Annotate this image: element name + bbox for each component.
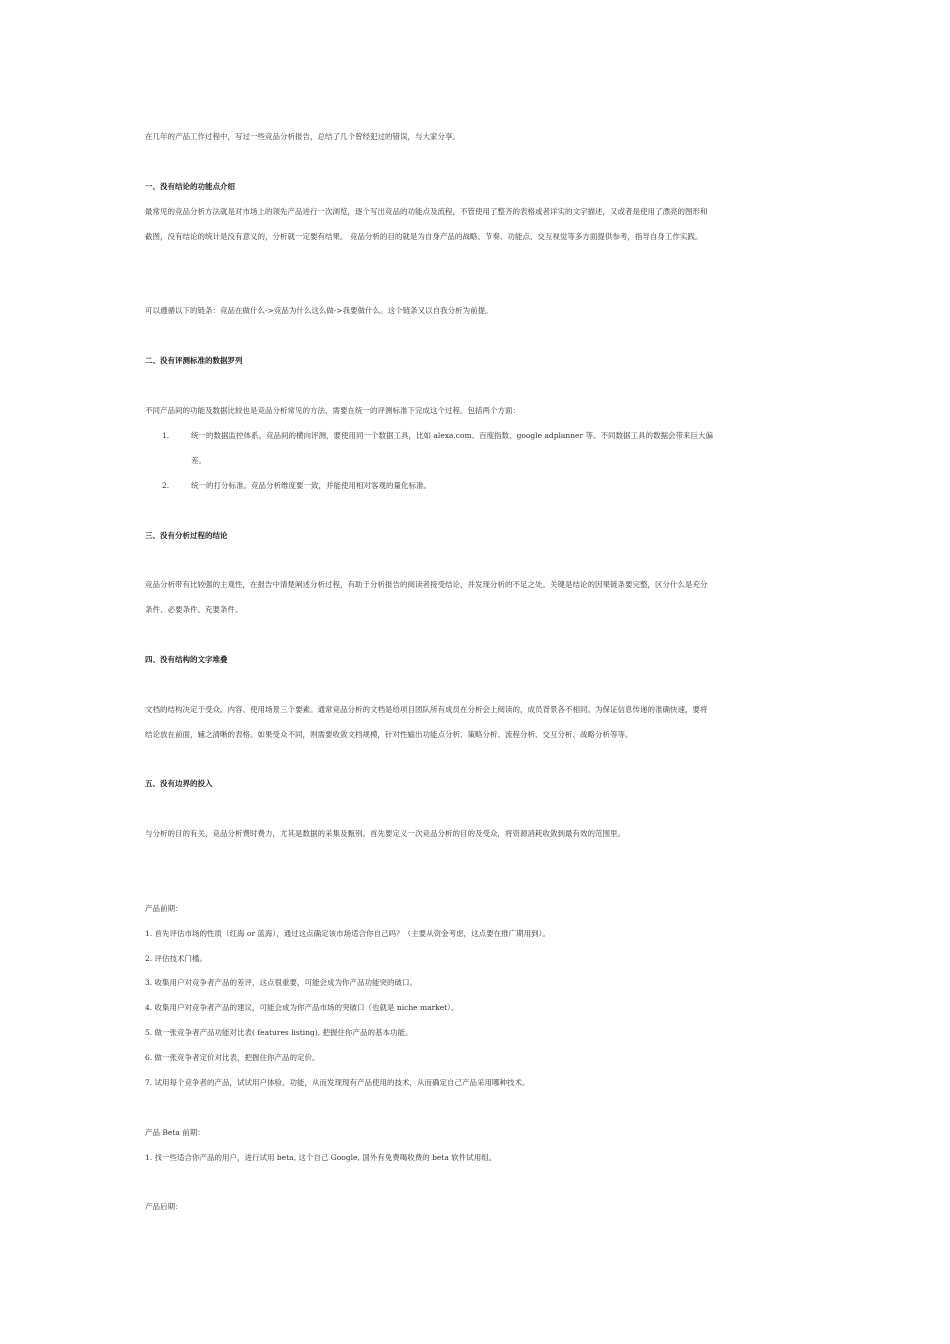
list-item: 1. 首先评估市场的性质（红海 or 蓝海），通过这点确定该市场适合你自己吗？（主要从资金考虑，这点要在推广期用到）。 <box>145 929 550 938</box>
section-3-heading: 三、没有分析过程的结论 <box>145 531 228 540</box>
section-2-paragraph: 不同产品间的功能及数据比较也是竞品分析常见的方法，需要在统一的评测标准下完成这个过程。包括两个方面： <box>145 406 520 415</box>
list-item: 2. 评估技术门槛。 <box>145 954 208 963</box>
list-item-text: 统一的数据监控体系。竞品间的横向评测，要使用同一个数据工具，比如 alexa.com、百度指数、google adplanner 等。不同数据工具的数据会带来巨大偏 <box>191 431 713 440</box>
list-item: 4. 收集用户对竞争者产品的建议，可能会成为你产品市场的突破口（也就是 niche market）。 <box>145 1003 459 1012</box>
section-1-chain: 可以遵循以下的链条：竞品在做什么->竞品为什么这么做->我要做什么。这个链条又以自我分析为前提。 <box>145 306 493 315</box>
list-item: 3. 收集用户对竞争者产品的差评，这点很重要，可能会成为你产品功能突的破口。 <box>145 978 418 987</box>
beta-phase-title: 产品 Beta 前期： <box>145 1128 205 1137</box>
list-item-text-continued: 差。 <box>191 456 206 465</box>
section-4-heading: 四、没有结构的文字堆叠 <box>145 655 228 664</box>
list-item-text: 统一的打分标准。竞品分析维度要一致，并能使用相对客观的量化标准。 <box>191 481 431 490</box>
section-3-paragraph-line-2: 条件、必要条件、充要条件。 <box>145 605 243 614</box>
section-1-paragraph-line-1: 最常见的竞品分析方法就是对市场上的领先产品进行一次浏览，逐个写出竞品的功能点及流程，不管使用了整齐的表格或者详实的文字描述，又或者是使用了漂亮的图形和 <box>145 207 708 216</box>
section-4-paragraph-line-1: 文档的结构决定于受众、内容、使用场景三个要素。通常竞品分析的文档是给项目团队所有成员在分析会上阅读的，成员背景各不相同。为保证信息传递的准确快速，要将 <box>145 705 708 714</box>
section-1-paragraph-line-2: 截图，没有结论的统计是没有意义的，分析就一定要有结果。 竞品分析的目的就是为自身产品的战略、节奏、功能点、交互视觉等多方面提供参考，指导自身工作实践。 <box>145 232 703 241</box>
section-3-paragraph-line-1: 竞品分析带有比较强的主观性，在报告中清楚阐述分析过程，有助于分析报告的阅读者接受结论，并发现分析的不足之处。关键是结论的因果链条要完整，区分什么是充分 <box>145 580 708 589</box>
list-item-number: 2. <box>162 481 170 490</box>
post-phase-title: 产品后期： <box>145 1202 183 1211</box>
section-5-heading: 五、没有边界的投入 <box>145 779 213 788</box>
section-1-heading: 一、没有结论的功能点介绍 <box>145 182 235 191</box>
list-item: 7. 试用每个竞争者的产品，试试用户体验、功能，从而发现现有产品使用的技术，从而确定自己产品采用哪种技术。 <box>145 1078 530 1087</box>
section-2-heading: 二、没有评测标准的数据罗列 <box>145 356 243 365</box>
section-5-paragraph: 与分析的目的有关，竞品分析费时费力，尤其是数据的采集及甄别。首先要定义一次竞品分析的目的及受众，将资源消耗收敛到最有效的范围里。 <box>145 829 625 838</box>
list-item: 5. 做一张竞争者产品功能对比表( features listing), 把握住你产品的基本功能。 <box>145 1028 413 1037</box>
intro-paragraph: 在几年的产品工作过程中，写过一些竞品分析报告，总结了几个曾经犯过的错误，与大家分享。 <box>145 132 460 141</box>
section-4-paragraph-line-2: 结论放在前面，辅之清晰的表格。如果受众不同，则需要收敛文档规模，针对性输出功能点分析、策略分析、流程分析、交互分析、战略分析等等。 <box>145 730 633 739</box>
pre-phase-title: 产品前期： <box>145 904 183 913</box>
list-item: 6. 做一张竞争者定价对比表，把握住你产品的定价。 <box>145 1053 320 1062</box>
list-item: 1. 找一些适合你产品的用户，进行试用 beta, 这个自己 Google, 国外有免费喝收费的 beta 软件试用组。 <box>145 1153 497 1162</box>
list-item-number: 1. <box>162 431 170 440</box>
